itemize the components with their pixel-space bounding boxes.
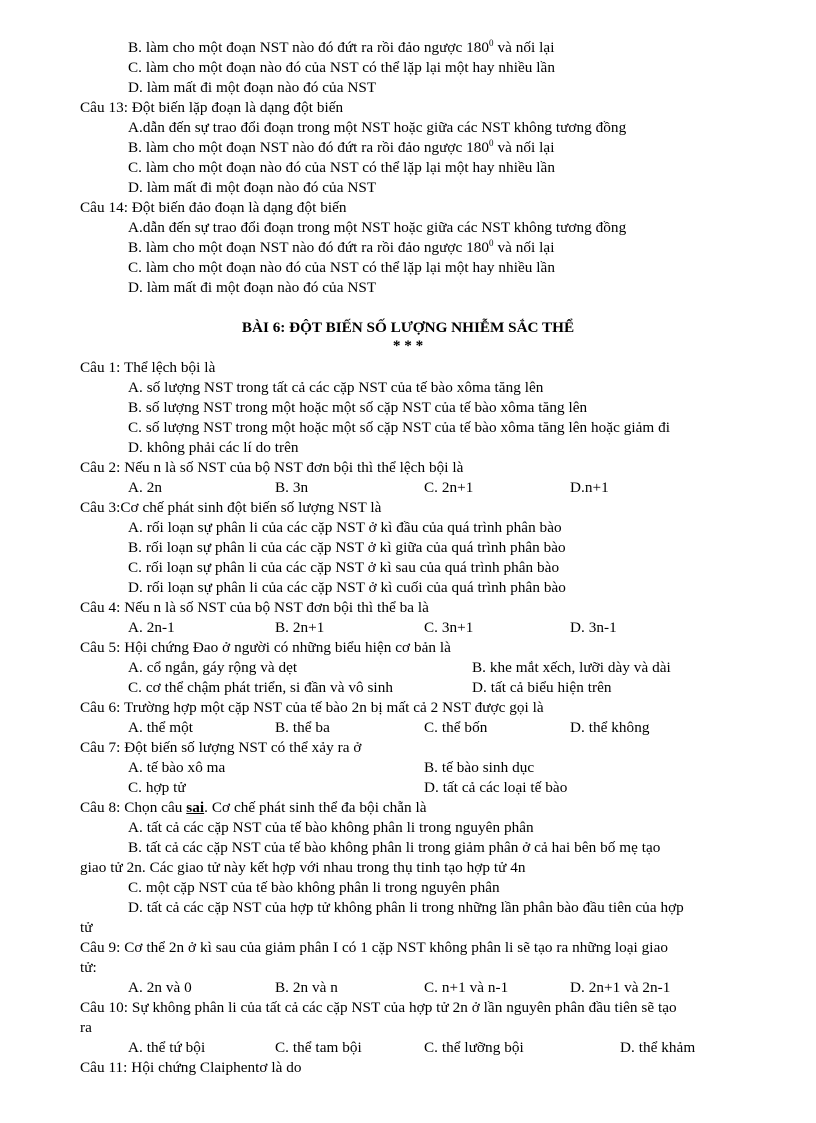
- option-a: A. 2n và 0: [128, 979, 192, 996]
- question-9: Câu 9: Cơ thể 2n ở kì sau của giảm phân I có 1 cặp NST không phân li sẽ tạo ra những loại giao: [80, 939, 669, 956]
- question-4: Câu 4: Nếu n là số NST của bộ NST đơn bội thì thể ba là: [80, 599, 429, 616]
- option-b: B. 2n và n: [275, 979, 338, 996]
- question-9-continued: tử:: [80, 959, 97, 976]
- degree-superscript: 0: [489, 38, 494, 48]
- option-c: C. làm cho một đoạn nào đó của NST có thể lặp lại một hay nhiều lần: [128, 159, 555, 176]
- option-d: D. thể khảm: [620, 1039, 696, 1056]
- option-d: D.n+1: [570, 479, 609, 496]
- question-11: Câu 11: Hội chứng Claiphentơ là do: [80, 1059, 302, 1076]
- option-d: D. rối loạn sự phân li của các cặp NST ở kì cuối của quá trình phân bào: [128, 579, 566, 596]
- option-c: C. số lượng NST trong một hoặc một số cặp NST của tế bào xôma tăng lên hoặc giảm đi: [128, 419, 671, 436]
- option-d: D. làm mất đi một đoạn nào đó của NST: [128, 79, 377, 96]
- question-1: Câu 1: Thể lệch bội là: [80, 359, 216, 376]
- question-14: Câu 14: Đột biến đảo đoạn là dạng đột biến: [80, 199, 347, 216]
- question-8: [80, 798, 427, 818]
- option-c: C. làm cho một đoạn nào đó của NST có thể lặp lại một hay nhiều lần: [128, 259, 555, 276]
- option-c: C. thể lưỡng bội: [424, 1039, 524, 1056]
- option-a: A. tất cả các cặp NST của tế bào không phân li trong nguyên phân: [128, 819, 534, 836]
- question-6: Câu 6: Trường hợp một cặp NST của tế bào 2n bị mất cả 2 NST được gọi là: [80, 699, 544, 716]
- option-d-continued: tử: [80, 919, 93, 936]
- question-7: Câu 7: Đột biến số lượng NST có thể xảy ra ở: [80, 739, 362, 756]
- section-title: BÀI 6: ĐỘT BIẾN SỐ LƯỢNG NHIỄM SẮC THỂ: [241, 319, 575, 336]
- question-10: Câu 10: Sự không phân li của tất cả các cặp NST của hợp tử 2n ở lần nguyên phân đầu tiên sẽ tạo: [80, 999, 677, 1016]
- option-a: A.dẫn đến sự trao đổi đoạn trong một NST hoặc giữa các NST không tương đồng: [128, 119, 627, 136]
- option-c: C. rối loạn sự phân li của các cặp NST ở kì sau của quá trình phân bào: [128, 559, 560, 576]
- option-b: B. tế bào sinh dục: [424, 759, 535, 776]
- option-d: D. tất cả biểu hiện trên: [472, 679, 612, 696]
- option-a: A. tế bào xô ma: [128, 759, 226, 776]
- option-d: D. tất cả các loại tế bào: [424, 779, 568, 796]
- question-8-prefix: Câu 8: Chọn câu: [80, 799, 187, 816]
- option-c: C. n+1 và n-1: [424, 979, 509, 996]
- question-8-emphasis: sai: [186, 799, 205, 816]
- option-b: B. 3n: [275, 479, 309, 496]
- option-b: B. khe mắt xếch, lưỡi dày và dài: [472, 659, 671, 676]
- option-c: C. thể bốn: [424, 719, 488, 736]
- section-divider-stars: * * *: [392, 337, 424, 354]
- option-d: D. thể không: [570, 719, 650, 736]
- option-c: C. một cặp NST của tế bào không phân li trong nguyên phân: [128, 879, 500, 896]
- option-c: C. làm cho một đoạn nào đó của NST có thể lặp lại một hay nhiều lần: [128, 59, 555, 76]
- option-a: A. cổ ngắn, gáy rộng và dẹt: [128, 659, 298, 676]
- option-a: A. thể tứ bội: [128, 1039, 206, 1056]
- option-a: A.dẫn đến sự trao đổi đoạn trong một NST hoặc giữa các NST không tương đồng: [128, 219, 627, 236]
- option-a: A. rối loạn sự phân li của các cặp NST ở kì đầu của quá trình phân bào: [128, 519, 562, 536]
- option-c: C. 2n+1: [424, 479, 474, 496]
- option-b: B. rối loạn sự phân li của các cặp NST ở kì giữa của quá trình phân bào: [128, 539, 566, 556]
- option-d: D. tất cả các cặp NST của hợp tử không phân li trong những lần phân bào đầu tiên của hợp: [128, 899, 684, 916]
- option-b-continued: giao tử 2n. Các giao tử này kết hợp với nhau trong thụ tinh tạo hợp tử 4n: [80, 859, 526, 876]
- question-8-suffix: . Cơ chế phát sinh thể đa bội chẵn là: [204, 799, 427, 816]
- option-a: A. 2n: [128, 479, 162, 496]
- option-c: C. 3n+1: [424, 619, 474, 636]
- option-b: B. số lượng NST trong một hoặc một số cặp NST của tế bào xôma tăng lên: [128, 399, 588, 416]
- question-5: Câu 5: Hội chứng Đao ở người có những biểu hiện cơ bản là: [80, 639, 451, 656]
- option-b: C. thể tam bội: [275, 1039, 362, 1056]
- option-b: B. làm cho một đoạn NST nào đó đứt ra rồi đảo ngược $180^0$ và nối lại: [128, 38, 555, 56]
- degree-superscript: 0: [489, 238, 494, 248]
- option-c: C. hợp tử: [128, 779, 186, 796]
- option-b: B. làm cho một đoạn NST nào đó đứt ra rồi đảo ngược $180^0$ và nối lại: [128, 238, 555, 256]
- option-d: D. 3n-1: [570, 619, 617, 636]
- question-10-continued: ra: [80, 1019, 92, 1036]
- option-d: D. 2n+1 và 2n-1: [570, 979, 671, 996]
- option-b: B. làm cho một đoạn NST nào đó đứt ra rồi đảo ngược $180^0$ và nối lại: [128, 138, 555, 156]
- question-2: Câu 2: Nếu n là số NST của bộ NST đơn bội thì thể lệch bội là: [80, 459, 464, 476]
- option-d: D. không phải các lí do trên: [128, 439, 299, 456]
- option-b: B. 2n+1: [275, 619, 325, 636]
- option-d: D. làm mất đi một đoạn nào đó của NST: [128, 179, 377, 196]
- option-a: A. thể một: [128, 719, 194, 736]
- option-b: B. tất cả các cặp NST của tế bào không phân li trong giảm phân ở cả hai bên bố mẹ tạo: [128, 839, 661, 856]
- option-b: B. thể ba: [275, 719, 330, 736]
- question-3: Câu 3:Cơ chế phát sinh đột biến số lượng NST là: [80, 499, 382, 516]
- option-a: A. 2n-1: [128, 619, 175, 636]
- degree-superscript: 0: [489, 138, 494, 148]
- option-d: D. làm mất đi một đoạn nào đó của NST: [128, 279, 377, 296]
- question-13: Câu 13: Đột biến lặp đoạn là dạng đột biến: [80, 99, 344, 116]
- option-a: A. số lượng NST trong tất cả các cặp NST của tế bào xôma tăng lên: [128, 379, 544, 396]
- option-c: C. cơ thể chậm phát triển, si đần và vô sinh: [128, 679, 393, 696]
